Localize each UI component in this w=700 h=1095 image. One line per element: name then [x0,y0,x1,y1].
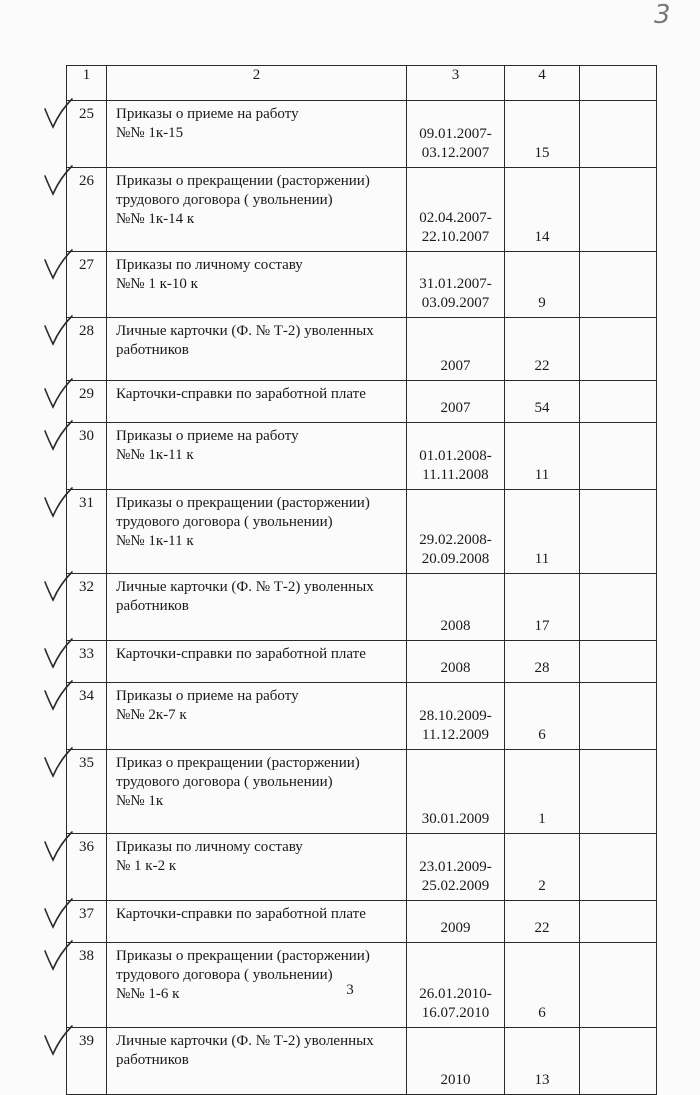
item-sheet-count: 11 [505,423,580,490]
item-number: 30 [67,423,107,490]
check-mark-icon [40,486,74,520]
check-mark-icon [40,377,74,411]
item-title: Приказы по личному составу №№ 1 к-10 к [107,252,407,318]
item-sheet-count: 22 [505,318,580,381]
table-row [67,101,657,168]
item-sheet-count: 2 [505,834,580,901]
table-row [67,901,657,943]
check-mark-icon [40,637,74,671]
item-dates: 2010 [407,1028,505,1095]
item-title: Приказы о прекращении (расторжении) трудового договора ( увольнении) №№ 1к-14 к [107,168,407,252]
item-notes [580,490,657,574]
item-title: Приказы о приеме на работу №№ 1к-15 [107,101,407,168]
item-dates: 09.01.2007- 03.12.2007 [407,101,505,168]
check-mark-icon [40,97,74,131]
item-dates: 29.02.2008- 20.09.2008 [407,490,505,574]
item-notes [580,574,657,641]
item-sheet-count: 15 [505,101,580,168]
item-title: Личные карточки (Ф. № Т-2) уволенных работников [107,318,407,381]
table-row [67,834,657,901]
item-number: 28 [67,318,107,381]
item-number: 34 [67,683,107,750]
item-sheet-count: 14 [505,168,580,252]
item-sheet-count: 17 [505,574,580,641]
item-number: 39 [67,1028,107,1095]
item-number: 37 [67,901,107,943]
item-sheet-count: 28 [505,641,580,683]
item-notes [580,641,657,683]
table-row [67,641,657,683]
check-mark-icon [40,897,74,931]
item-number: 36 [67,834,107,901]
item-dates: 2009 [407,901,505,943]
check-mark-icon [40,1024,74,1058]
table-row [67,318,657,381]
item-title: Личные карточки (Ф. № Т-2) уволенных работников [107,1028,407,1095]
check-mark-icon [40,939,74,973]
item-notes [580,901,657,943]
item-dates: 2008 [407,641,505,683]
item-notes [580,101,657,168]
table-row [67,490,657,574]
item-dates: 26.01.2010- 16.07.2010 [407,943,505,1028]
item-dates: 28.10.2009- 11.12.2009 [407,683,505,750]
check-mark-icon [40,164,74,198]
item-title: Личные карточки (Ф. № Т-2) уволенных работников [107,574,407,641]
item-title: Приказы о прекращении (расторжении) трудового договора ( увольнении) №№ 1к-11 к [107,490,407,574]
archive-inventory-table [66,65,657,1095]
item-title: Карточки-справки по заработной плате [107,381,407,423]
item-sheet-count: 11 [505,490,580,574]
item-dates: 02.04.2007- 22.10.2007 [407,168,505,252]
item-number: 38 [67,943,107,1028]
item-notes [580,318,657,381]
item-sheet-count: 13 [505,1028,580,1095]
item-number: 25 [67,101,107,168]
check-mark-icon [40,830,74,864]
item-number: 31 [67,490,107,574]
item-dates: 2007 [407,318,505,381]
item-title: Приказы по личному составу № 1 к-2 к [107,834,407,901]
item-dates: 2008 [407,574,505,641]
header-cell: 3 [407,66,505,101]
item-sheet-count: 1 [505,750,580,834]
item-sheet-count: 6 [505,683,580,750]
item-number: 26 [67,168,107,252]
item-title: Приказы о приеме на работу №№ 2к-7 к [107,683,407,750]
item-notes [580,423,657,490]
item-dates: 01.01.2008- 11.11.2008 [407,423,505,490]
item-number: 27 [67,252,107,318]
item-title: Приказы о приеме на работу №№ 1к-11 к [107,423,407,490]
item-title: Приказ о прекращении (расторжении) трудового договора ( увольнении) №№ 1к [107,750,407,834]
table-row [67,381,657,423]
table-header-row [67,66,657,101]
table-row [67,683,657,750]
item-sheet-count: 22 [505,901,580,943]
item-notes [580,252,657,318]
item-notes [580,834,657,901]
item-sheet-count: 6 [505,943,580,1028]
item-sheet-count: 54 [505,381,580,423]
table-row [67,423,657,490]
item-title: Карточки-справки по заработной плате [107,641,407,683]
check-mark-icon [40,679,74,713]
item-notes [580,168,657,252]
item-sheet-count: 9 [505,252,580,318]
table-row [67,750,657,834]
table-row [67,252,657,318]
item-notes [580,683,657,750]
item-number: 35 [67,750,107,834]
handwritten-page-mark: 3 [654,0,671,30]
table-row [67,168,657,252]
item-title: Приказы о прекращении (расторжении) трудового договора ( увольнении) №№ 1-6 к [107,943,407,1028]
page-number: 3 [346,982,354,998]
check-mark-icon [40,248,74,282]
item-number: 32 [67,574,107,641]
item-title: Карточки-справки по заработной плате [107,901,407,943]
header-cell [580,66,657,101]
item-dates: 2007 [407,381,505,423]
item-notes [580,381,657,423]
item-dates: 31.01.2007- 03.09.2007 [407,252,505,318]
header-cell: 2 [107,66,407,101]
item-number: 29 [67,381,107,423]
item-dates: 30.01.2009 [407,750,505,834]
header-cell: 4 [505,66,580,101]
check-mark-icon [40,314,74,348]
table-row [67,574,657,641]
check-mark-icon [40,746,74,780]
check-mark-icon [40,570,74,604]
item-notes [580,750,657,834]
header-cell: 1 [67,66,107,101]
check-mark-icon [40,419,74,453]
item-dates: 23.01.2009- 25.02.2009 [407,834,505,901]
item-number: 33 [67,641,107,683]
